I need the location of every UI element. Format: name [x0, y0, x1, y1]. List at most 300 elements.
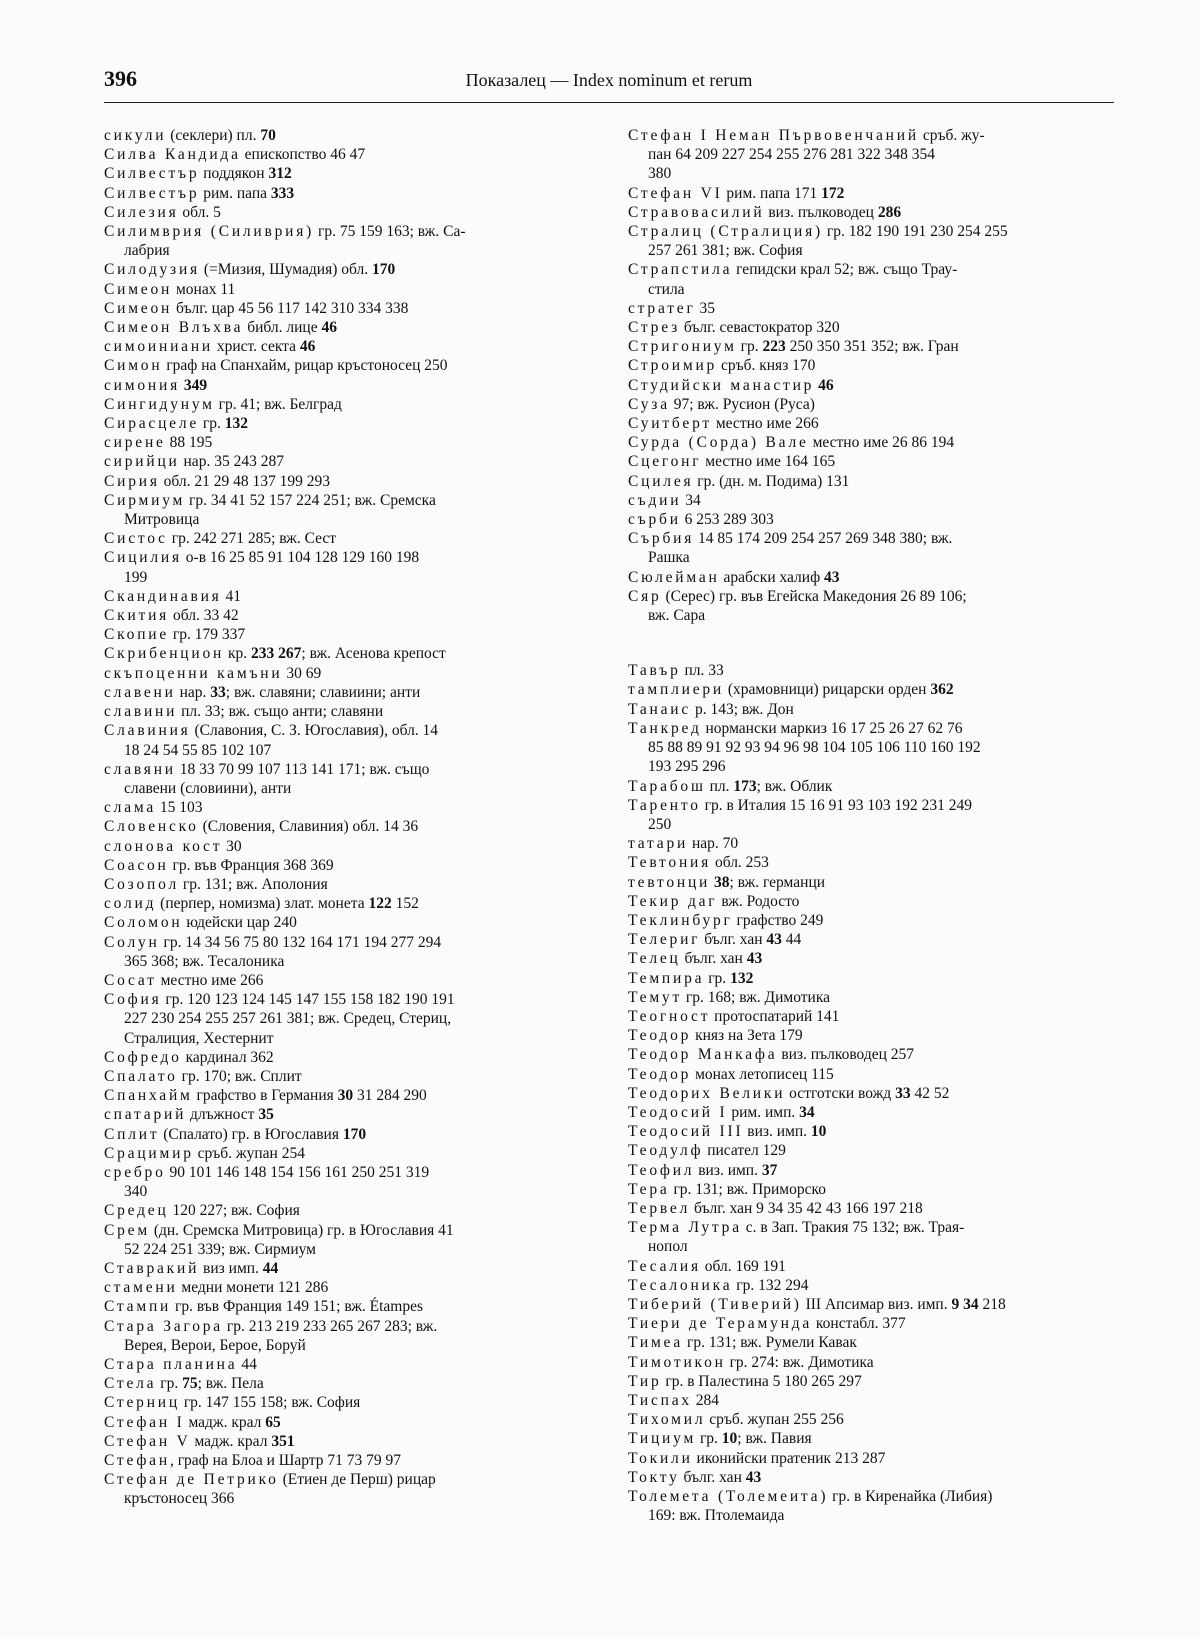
index-entry: Тервел бълг. хан 9 34 35 42 43 166 197 218	[628, 1199, 923, 1217]
bold-page-ref: 43	[746, 950, 763, 968]
headword: Тихомил	[628, 1411, 706, 1429]
index-entry: сърби 6 253 289 303	[628, 511, 774, 529]
index-entry-continuation: стила	[648, 280, 685, 298]
headword: Суза	[628, 395, 670, 413]
index-entry-continuation: 169: вж. Птолемаида	[648, 1507, 785, 1525]
headword: Сплит	[104, 1125, 160, 1143]
index-entry: Сицилия о-в 16 25 85 91 104 128 129 160 198	[104, 549, 420, 567]
headword: Стралиц (Стралиция)	[628, 223, 824, 241]
headword: сикули	[104, 127, 167, 144]
headword: Симеон	[104, 280, 173, 298]
index-entry: Сцегонг местно име 164 165	[628, 453, 836, 471]
bold-page-ref: 10	[810, 1123, 827, 1141]
index-entry: Тарабош пл. 173; вж. Облик	[628, 777, 833, 795]
index-entry: Тесалия обл. 169 191	[628, 1257, 786, 1275]
index-entry: Сингидунум гр. 41; вж. Белград	[104, 395, 342, 413]
bold-page-ref: 267	[278, 645, 302, 663]
letter-section-gap	[628, 625, 1116, 661]
index-entry: сирийци нар. 35 243 287	[104, 453, 284, 471]
index-entry: Токту бълг. хан 43	[628, 1468, 762, 1486]
bold-page-ref: 70	[260, 127, 276, 144]
bold-page-ref: 43	[766, 931, 782, 949]
headword: Тициум	[628, 1430, 697, 1448]
headword: Стара Загора	[104, 1317, 223, 1335]
bold-page-ref: 38	[714, 873, 730, 891]
index-entry-continuation: лабрия	[124, 242, 170, 260]
index-entry: спатарий длъжност 35	[104, 1106, 274, 1124]
bold-page-ref: 33	[895, 1084, 911, 1102]
headword: Теодор Манкафа	[628, 1046, 778, 1064]
headword: Танкред	[628, 719, 702, 737]
index-entry: Скандинавия 41	[104, 587, 241, 605]
index-entry: тевтонци 38; вж. германци	[628, 873, 826, 891]
bold-page-ref: 35	[258, 1106, 274, 1124]
headword: солид	[104, 895, 157, 913]
headword: Текир даг	[628, 892, 718, 910]
index-entry: Силезия обл. 5	[104, 203, 221, 221]
headword: Стефан V	[104, 1432, 191, 1450]
headword: Силвестър	[104, 184, 200, 202]
bold-page-ref: 132	[224, 415, 249, 433]
headword: Темут	[628, 988, 683, 1006]
index-entry: Силимврия (Силиврия) гр. 75 159 163; вж. Са-	[104, 223, 466, 241]
bold-page-ref: 43	[745, 1468, 762, 1486]
index-entry: Таренто гр. в Италия 15 16 91 93 103 192 231 249	[628, 796, 973, 814]
bold-page-ref: 30	[337, 1087, 354, 1105]
headword: Тавър	[628, 662, 681, 680]
bold-page-ref: 170	[371, 261, 396, 279]
headword: Скития	[104, 607, 170, 625]
headword: Стефан I Неман Първовенчаний	[628, 127, 919, 144]
headword: сирийци	[104, 453, 180, 471]
index-entry: Сурда (Сорда) Вале местно име 26 86 194	[628, 434, 955, 452]
index-entry: Танаис р. 143; вж. Дон	[628, 700, 794, 718]
headword: Теодосий I	[628, 1103, 728, 1121]
index-entry: Тимеа гр. 131; вж. Румели Кавак	[628, 1334, 857, 1352]
index-entry: Теодор монах летописец 115	[628, 1065, 834, 1083]
headword: Сирмиум	[104, 491, 186, 509]
headword: тевтонци	[628, 873, 711, 891]
index-entry: Тициум гр. 10; вж. Павия	[628, 1430, 812, 1448]
index-entry: Телец бълг. хан 43	[628, 950, 763, 968]
index-entry: Сирасцеле гр. 132	[104, 415, 249, 433]
headword: Стефан де Петрико	[104, 1471, 279, 1489]
index-entry: Соломон юдейски цар 240	[104, 914, 297, 932]
headword: Телериг	[628, 931, 701, 949]
headword: симоиниани	[104, 338, 213, 356]
headword: Тиери де Терамунда	[628, 1315, 813, 1333]
index-entry: Средец 120 227; вж. София	[104, 1202, 300, 1220]
index-entry: Соасон гр. във Франция 368 369	[104, 856, 334, 874]
index-entry: Солун гр. 14 34 56 75 80 132 164 171 194 277 294	[104, 933, 442, 951]
headword: Токили	[628, 1449, 693, 1467]
index-entry: Скрибенцион кр. 233 267; вж. Асенова крепост	[104, 645, 446, 663]
index-entry: Тиберий (Тиверий) III Апсимар виз. имп. 9 34 218	[628, 1295, 1006, 1313]
headword: славяни	[104, 760, 176, 778]
headword: Теодорих Велики	[628, 1084, 786, 1102]
index-entry: Силва Кандида епископство 46 47	[104, 146, 366, 164]
headword: Стерниц	[104, 1394, 180, 1412]
headword: Сосат	[104, 971, 157, 989]
headword: Тимеа	[628, 1334, 684, 1352]
bold-page-ref: 351	[271, 1432, 295, 1450]
index-entry: Стригониум гр. 223 250 350 351 352; вж. Гран	[628, 338, 959, 356]
bold-page-ref: 349	[183, 376, 208, 394]
bold-page-ref: 9	[951, 1295, 960, 1313]
index-entry: славяни 18 33 70 99 107 113 141 171; вж. също	[104, 760, 430, 778]
index-entry-continuation: вж. Сара	[648, 607, 706, 625]
index-entry: Страпстила гепидски крал 52; вж. също Трау-	[628, 261, 958, 279]
index-entry: Строимир сръб. княз 170	[628, 357, 816, 375]
index-entry: Силвестър рим. папа 333	[104, 184, 295, 202]
headword: Тесалия	[628, 1257, 701, 1275]
index-entry: Симеон монах 11	[104, 280, 236, 298]
headword: Скандинавия	[104, 587, 222, 605]
bold-page-ref: 362	[930, 681, 954, 699]
headword: Теклинбург	[628, 911, 733, 929]
index-entry: Стефан I мадж. крал 65	[104, 1413, 281, 1431]
index-entry: съдии 34	[628, 491, 701, 509]
index-entry	[104, 376, 598, 395]
headword: симония	[104, 376, 180, 394]
headword: Сърбия	[628, 530, 695, 548]
headword: Скрибенцион	[104, 645, 225, 663]
page-number: 396	[104, 66, 137, 91]
headword: Средец	[104, 1202, 169, 1220]
headword: славени	[104, 683, 176, 701]
headword: Страпстила	[628, 261, 733, 279]
index-entry: славини пл. 33; вж. също анти; славяни	[104, 703, 384, 721]
headword: Тир	[628, 1372, 662, 1390]
headword: Теогност	[628, 1007, 711, 1025]
index-entry: слама 15 103	[104, 799, 203, 817]
index-entry: Тавър пл. 33	[628, 662, 724, 680]
headword: Сцегонг	[628, 453, 702, 471]
index-entry: Систос гр. 242 271 285; вж. Сест	[104, 530, 337, 548]
index-entry-continuation: 227 230 254 255 257 261 381; вж. Средец, Стериц,	[124, 1010, 452, 1028]
bold-page-ref: 37	[761, 1161, 778, 1179]
index-entry: Теодорих Велики остготски вожд 33 42 52	[628, 1084, 950, 1102]
headword: Силимврия (Силиврия)	[104, 223, 315, 241]
index-entry: Танкред нормански маркиз 16 17 25 26 27 62 76	[628, 719, 963, 737]
index-entry: Силодузия (=Мизия, Шумадия) обл. 170	[104, 261, 396, 279]
index-entry: Симеон бълг. цар 45 56 117 142 310 334 338	[104, 299, 409, 317]
index-entry: Сюлейман арабски халиф 43	[628, 568, 840, 586]
index-entry: Тиери де Терамунда констабл. 377	[628, 1315, 906, 1333]
index-entry: симоиниани христ. секта 46	[104, 338, 316, 356]
index-entry: Словенско (Словения, Славиния) обл. 14 36	[104, 818, 419, 836]
index-entry: Срацимир сръб. жупан 254	[104, 1144, 305, 1162]
bold-page-ref: 312	[268, 165, 292, 183]
index-entry-continuation: Стралиция, Хестернит	[124, 1029, 274, 1047]
headword: Таренто	[628, 796, 701, 814]
headword: Тевтония	[628, 854, 712, 872]
index-entry: Стралиц (Стралиция) гр. 182 190 191 230 254 255	[628, 223, 1008, 241]
index-entry-continuation: 199	[124, 568, 148, 586]
index-entry: солид (перпер, номизма) злат. монета 122 152	[104, 895, 419, 913]
bold-page-ref: 333	[270, 184, 295, 202]
index-entry: Стампи гр. във Франция 149 151; вж. Étampes	[104, 1298, 424, 1316]
headword: Темпира	[628, 969, 705, 987]
headword: Симеон	[104, 299, 173, 317]
index-entry: Спалато гр. 170; вж. Сплит	[104, 1067, 302, 1085]
headword: Сирия	[104, 472, 160, 490]
headword: Стригониум	[628, 338, 737, 356]
headword: Телец	[628, 950, 681, 968]
headword: Терма Лутра	[628, 1219, 742, 1237]
index-entry: Сплит (Спалато) гр. в Югославия 170	[104, 1125, 367, 1143]
headword: Танаис	[628, 700, 692, 718]
headword: Сицилия	[104, 549, 182, 567]
index-entry: Суитберт местно име 266	[628, 415, 819, 433]
index-entry: Теодулф писател 129	[628, 1142, 786, 1160]
index-entry: Стара Загора гр. 213 219 233 265 267 283; вж.	[104, 1317, 438, 1335]
index-entry-continuation: 257 261 381; вж. София	[648, 242, 803, 260]
index-entry: Стела гр. 75; вж. Пела	[104, 1375, 264, 1393]
headword: Ставракий	[104, 1259, 200, 1277]
headword: Студийски манастир	[628, 376, 815, 394]
headword: слонова кост	[104, 837, 223, 855]
index-entry: Скития обл. 33 42	[104, 607, 239, 625]
headword: Соасон	[104, 856, 169, 874]
index-entry-continuation: Митровица	[124, 511, 200, 529]
headword: Срацимир	[104, 1144, 194, 1162]
bold-page-ref: 132	[730, 969, 754, 987]
index-entry: Сосат местно име 266	[104, 971, 264, 989]
headword: Сцилея	[628, 472, 694, 490]
index-entry: Симеон Влъхва библ. лице 46	[104, 319, 337, 337]
bold-page-ref: 170	[342, 1125, 367, 1143]
index-entry: стратег 35	[628, 299, 715, 317]
headword: Силодузия	[104, 261, 200, 279]
index-column-left	[104, 126, 598, 1509]
bold-page-ref: 33	[210, 683, 226, 701]
bold-page-ref: 34	[799, 1103, 815, 1121]
index-entry: Созопол гр. 131; вж. Аполония	[104, 875, 328, 893]
index-entry: слонова кост 30	[104, 837, 242, 855]
index-entry: Терма Лутра с. в Зап. Тракия 75 132; вж. Трая-	[628, 1219, 965, 1237]
running-title: Показалец — Index nominum et rerum	[465, 70, 753, 90]
headword: Теофил	[628, 1161, 695, 1179]
index-entry: Теодор княз на Зета 179	[628, 1027, 803, 1045]
index-entry	[628, 376, 1116, 395]
headword: Тиспах	[628, 1392, 692, 1409]
index-entry-continuation: 250	[648, 815, 672, 833]
index-entry: Стрез бълг. севастократор 320	[628, 319, 840, 337]
headword: Спалато	[104, 1067, 178, 1085]
headword: Стефан	[104, 1452, 170, 1470]
headword: Тарабош	[628, 777, 706, 795]
index-entry: Софредо кардинал 362	[104, 1048, 274, 1066]
headword: София	[104, 991, 162, 1009]
headword: Сингидунум	[104, 395, 215, 413]
index-entry: Текир даг вж. Родосто	[628, 892, 800, 910]
index-entry: Стара планина 44	[104, 1356, 257, 1373]
index-entry: Тевтония обл. 253	[628, 854, 769, 872]
index-entry-continuation: 365 368; вж. Тесалоника	[124, 952, 285, 970]
index-entry: Тихомил сръб. жупан 255 256	[628, 1411, 844, 1429]
index-entry: Толемета (Толемеита) гр. в Киренайка (Либия)	[628, 1488, 993, 1506]
headword: Соломон	[104, 914, 183, 932]
index-entry: Теклинбург графство 249	[628, 911, 824, 929]
headword: Тиберий (Тиверий)	[628, 1295, 802, 1313]
index-entry: Стефан VI рим. папа 171 172	[628, 184, 845, 202]
headword: сребро	[104, 1163, 166, 1181]
headword: Сурда (Сорда) Вале	[628, 434, 809, 452]
headword: стамени	[104, 1279, 178, 1297]
index-column-right	[628, 126, 1116, 1525]
bold-page-ref: 173	[733, 777, 757, 795]
headword: сирене	[104, 434, 166, 452]
bold-page-ref: 44	[262, 1259, 279, 1277]
index-entry: Славиния (Славония, С. З. Югославия), обл. 14	[104, 722, 439, 740]
headword: Софредо	[104, 1048, 182, 1066]
headword: Сюлейман	[628, 568, 720, 586]
index-entry: Стерниц гр. 147 155 158; вж. София	[104, 1394, 361, 1412]
headword: Стравовасилий	[628, 203, 765, 221]
index-entry: Сирмиум гр. 34 41 52 157 224 251; вж. Сремска	[104, 491, 436, 509]
index-entry: тамплиери (храмовници) рицарски орден 362	[628, 681, 954, 699]
bold-page-ref: 122	[368, 895, 392, 913]
headword: славини	[104, 703, 178, 721]
bold-page-ref: 75	[182, 1375, 198, 1393]
page-header	[104, 66, 1114, 103]
bold-page-ref: 43	[824, 568, 840, 586]
index-entry: Теодор Манкафа виз. пълководец 257	[628, 1046, 915, 1064]
headword: Толемета (Толемеита)	[628, 1488, 829, 1506]
headword: Симон	[104, 357, 163, 375]
headword: Строимир	[628, 357, 718, 375]
headword: тамплиери	[628, 681, 725, 699]
index-entry: Сяр (Серес) гр. във Егейска Македония 26 89 106;	[628, 587, 967, 605]
index-entry: татари нар. 70	[628, 835, 739, 853]
index-entry-continuation: пан 64 209 227 254 255 276 281 322 348 354	[648, 146, 935, 164]
index-entry: Суза 97; вж. Русион (Руса)	[628, 395, 815, 413]
headword: татари	[628, 835, 689, 853]
headword: Стара планина	[104, 1356, 238, 1373]
index-entry: Телериг бълг. хан 43 44	[628, 931, 802, 949]
index-entry: славени нар. 33; вж. славяни; славиини; анти	[104, 683, 421, 701]
headword: сърби	[628, 511, 681, 529]
index-entry-continuation: 85 88 89 91 92 93 94 96 98 104 105 106 110 160 192	[648, 739, 981, 757]
headword: Скопие	[104, 626, 170, 644]
headword: Солун	[104, 933, 160, 951]
index-entry: Темут гр. 168; вж. Димотика	[628, 988, 831, 1006]
index-entry: Ставракий виз имп. 44	[104, 1259, 279, 1277]
bold-page-ref: 172	[821, 184, 845, 202]
index-entry: Стефан I Неман Първовенчаний сръб. жу-	[628, 127, 985, 144]
index-entry: Стефан де Петрико (Етиен де Перш) рицар	[104, 1471, 436, 1489]
index-entry: Теогност протоспатарий 141	[628, 1007, 840, 1025]
headword: Сирасцеле	[104, 415, 200, 433]
headword: Стела	[104, 1375, 157, 1393]
headword: Стампи	[104, 1298, 172, 1316]
headword: Систос	[104, 530, 168, 548]
index-entry: скъпоценни камъни 30 69	[104, 664, 322, 682]
index-entry-continuation: 18 24 54 55 85 102 107	[124, 741, 272, 759]
headword: Стефан I	[104, 1413, 185, 1431]
headword: Теодор	[628, 1065, 692, 1083]
index-entry: Тир гр. в Палестина 5 180 265 297	[628, 1372, 862, 1390]
index-entry-continuation: 52 224 251 339; вж. Сирмиум	[124, 1240, 316, 1258]
index-entry: София гр. 120 123 124 145 147 155 158 182 190 191	[104, 991, 455, 1009]
index-entry-continuation: 340	[124, 1183, 148, 1201]
index-entry: Тесалоника гр. 132 294	[628, 1276, 809, 1294]
index-entry: Сърбия 14 85 174 209 254 257 269 348 380; вж.	[628, 530, 953, 548]
index-entry: Сцилея гр. (дн. м. Подима) 131	[628, 472, 850, 490]
headword: Срем	[104, 1221, 150, 1239]
bold-page-ref: 286	[877, 203, 902, 221]
index-entry-continuation: славени (словиини), анти	[124, 779, 292, 797]
headword: съдии	[628, 491, 682, 509]
headword: Симеон Влъхва	[104, 319, 244, 337]
headword: Тимотикон	[628, 1353, 726, 1371]
headword: Суитберт	[628, 415, 712, 433]
headword: Тесалоника	[628, 1276, 733, 1294]
headword: Стефан VI	[628, 184, 723, 202]
bold-page-ref: 233	[251, 645, 275, 663]
headword: Сяр	[628, 587, 662, 605]
index-entry: Спанхайм графство в Германия 30 31 284 290	[104, 1087, 427, 1105]
index-entry-continuation: Рашка	[648, 549, 690, 567]
headword: Теодор	[628, 1027, 692, 1045]
index-entry: сикули (секлери) пл. 70	[104, 127, 276, 144]
headword: Тервел	[628, 1199, 691, 1217]
bold-page-ref: 34	[963, 1295, 979, 1313]
bold-page-ref: 46	[321, 319, 337, 337]
index-entry: Тиспах 284	[628, 1392, 720, 1409]
headword: Спанхайм	[104, 1087, 193, 1105]
bold-page-ref: 223	[762, 338, 786, 356]
headword: слама	[104, 799, 157, 817]
headword: Теодулф	[628, 1142, 704, 1160]
index-entry-continuation: кръстоносец 366	[124, 1490, 235, 1508]
index-entry-continuation: Верея, Верои, Берое, Боруй	[124, 1336, 306, 1354]
headword: спатарий	[104, 1106, 187, 1124]
index-entry: Стефан, граф на Блоа и Шартр 71 73 79 97	[104, 1452, 402, 1470]
index-entry: Стефан V мадж. крал 351	[104, 1432, 295, 1450]
index-entry: сирене 88 195	[104, 434, 213, 452]
index-entry: Скопие гр. 179 337	[104, 626, 246, 644]
index-entry: Срем (дн. Сремска Митровица) гр. в Югославия 41	[104, 1221, 454, 1239]
index-entry: Симон граф на Спанхайм, рицар кръстоносец 250	[104, 357, 448, 375]
headword: Славиния	[104, 722, 191, 740]
index-entry: Темпира гр. 132	[628, 969, 754, 987]
index-entry: Теодосий I рим. имп. 34	[628, 1103, 815, 1121]
headword: Словенско	[104, 818, 199, 836]
bold-page-ref: 65	[265, 1413, 281, 1431]
index-entry: Токили иконийски пратеник 213 287	[628, 1449, 886, 1467]
index-entry-continuation: нопол	[648, 1238, 688, 1256]
index-entry: Тимотикон гр. 274: вж. Димотика	[628, 1353, 874, 1371]
headword: Стрез	[628, 319, 680, 337]
headword: Созопол	[104, 875, 179, 893]
headword: Токту	[628, 1468, 680, 1486]
bold-page-ref: 46	[818, 376, 834, 394]
index-entry-continuation: 380	[648, 165, 672, 183]
index-entry-continuation: 193 295 296	[648, 758, 726, 776]
index-entry: Стравовасилий виз. пълководец 286	[628, 203, 902, 221]
index-entry: Тера гр. 131; вж. Приморско	[628, 1180, 826, 1198]
headword: Силвестър	[104, 165, 200, 183]
index-entry: Силвестър поддякон 312	[104, 165, 292, 183]
bold-page-ref: 10	[721, 1430, 738, 1448]
headword: Теодосий III	[628, 1123, 744, 1141]
headword: Силва Кандида	[104, 146, 241, 164]
headword: стратег	[628, 299, 696, 317]
index-entry: стамени медни монети 121 286	[104, 1279, 329, 1297]
headword: скъпоценни камъни	[104, 664, 283, 682]
